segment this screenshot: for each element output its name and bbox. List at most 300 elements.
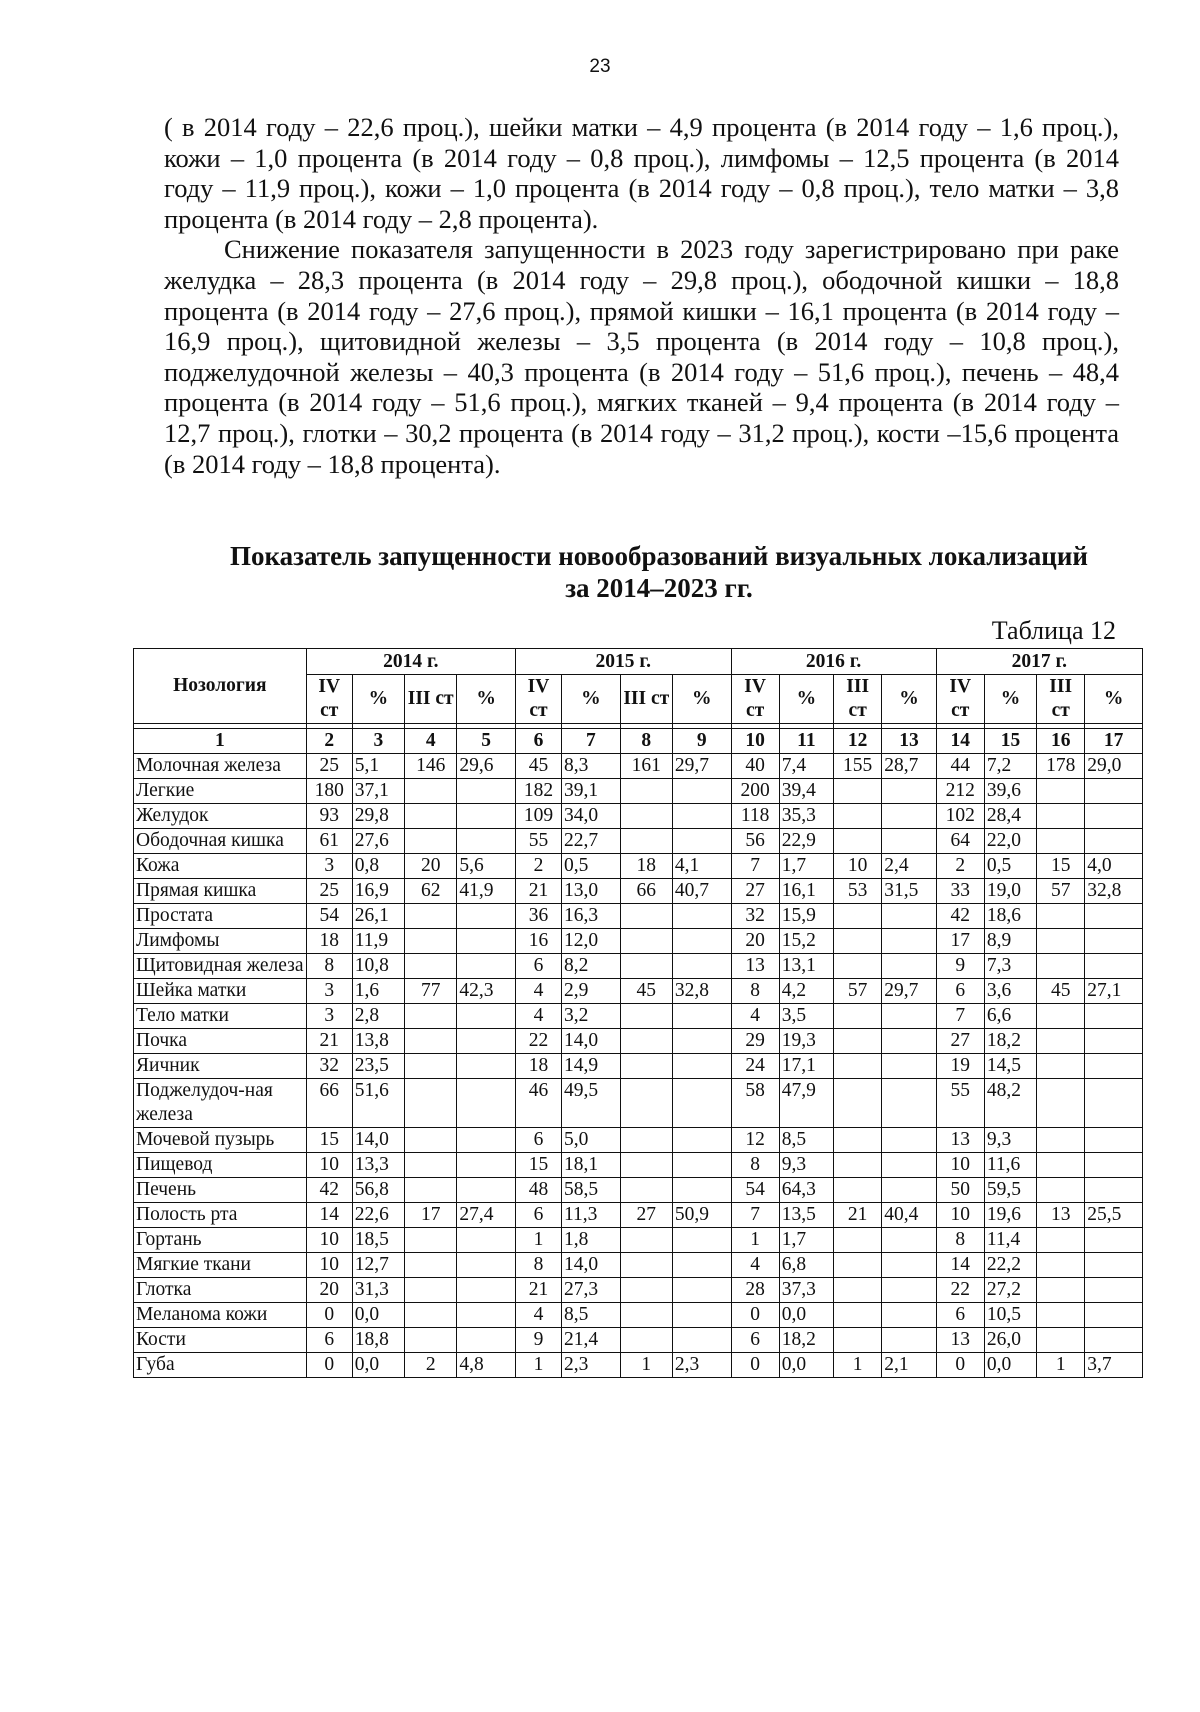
count-cell: 6 (731, 1328, 779, 1353)
count-cell: 10 (306, 1228, 352, 1253)
percent-cell (672, 1054, 731, 1079)
count-cell: 56 (731, 829, 779, 854)
count-cell (1037, 954, 1085, 979)
percent-cell: 29,7 (672, 754, 731, 779)
percent-cell (457, 954, 516, 979)
percent-cell (457, 1153, 516, 1178)
table-title-line-2: за 2014–2023 гг. (565, 573, 753, 603)
nosology-cell: Простата (134, 904, 307, 929)
table-row (134, 904, 1143, 929)
percent-cell: 7,3 (984, 954, 1036, 979)
percent-cell (672, 829, 731, 854)
sub-header-cell: IV ст (515, 675, 561, 724)
count-cell: 53 (834, 879, 882, 904)
count-cell (1037, 1228, 1085, 1253)
percent-cell (882, 1054, 936, 1079)
count-cell (834, 1079, 882, 1128)
percent-cell (672, 929, 731, 954)
percent-cell: 32,8 (1085, 879, 1143, 904)
count-cell (834, 929, 882, 954)
count-cell: 20 (405, 854, 457, 879)
percent-cell: 51,6 (352, 1079, 404, 1128)
count-cell: 10 (834, 854, 882, 879)
count-cell: 4 (515, 979, 561, 1004)
body-text (164, 112, 1119, 479)
percent-cell (1085, 1128, 1143, 1153)
percent-cell: 0,5 (984, 854, 1036, 879)
percent-cell: 8,3 (562, 754, 621, 779)
column-number-cell: 11 (779, 729, 833, 754)
count-cell: 12 (731, 1128, 779, 1153)
count-cell: 8 (731, 1153, 779, 1178)
column-number-cell: 1 (134, 729, 307, 754)
count-cell: 0 (731, 1303, 779, 1328)
count-cell (620, 804, 672, 829)
count-cell: 22 (515, 1029, 561, 1054)
column-number-cell: 3 (352, 729, 404, 754)
percent-cell: 0,0 (352, 1303, 404, 1328)
percent-cell: 0,8 (352, 854, 404, 879)
percent-cell: 18,6 (984, 904, 1036, 929)
count-cell (1037, 1328, 1085, 1353)
count-cell (1037, 1178, 1085, 1203)
count-cell: 20 (306, 1278, 352, 1303)
percent-cell: 13,1 (779, 954, 833, 979)
percent-cell (672, 779, 731, 804)
percent-cell (672, 1278, 731, 1303)
percent-cell: 4,2 (779, 979, 833, 1004)
percent-cell (882, 804, 936, 829)
percent-cell (1085, 1228, 1143, 1253)
percent-cell (882, 1178, 936, 1203)
count-cell (834, 1278, 882, 1303)
percent-cell: 29,8 (352, 804, 404, 829)
percent-cell (882, 1004, 936, 1029)
percent-cell: 8,2 (562, 954, 621, 979)
percent-cell (457, 1178, 516, 1203)
percent-cell: 35,3 (779, 804, 833, 829)
count-cell: 77 (405, 979, 457, 1004)
count-cell: 13 (936, 1128, 984, 1153)
count-cell: 180 (306, 779, 352, 804)
nosology-cell: Мягкие ткани (134, 1253, 307, 1278)
count-cell: 7 (936, 1004, 984, 1029)
nosology-cell: Губа (134, 1353, 307, 1378)
nosology-cell: Печень (134, 1178, 307, 1203)
header-year-2015: 2015 г. (515, 649, 731, 675)
count-cell: 10 (936, 1203, 984, 1228)
percent-cell (672, 1253, 731, 1278)
percent-cell (457, 779, 516, 804)
paragraph-decrease: Снижение показателя запущенности в 2023 году зарегистрировано при раке желудка – 28,3 процента (в 2014 году – 29,8 проц.), ободочной кишки – 18,8 процента (в 2014 году – 27,6 проц.), прямой кишки – 16,1 процента (в 2014 году – 16,9 проц.), щитовидной железы – 3,5 процента (в 2014 году – 10,8 проц.), поджелудочной железы – 40,3 процента (в 2014 году – 51,6 проц.), печень – 48,4 процента (в 2014 году – 51,6 проц.), мягких тканей – 9,4 процента (в 2014 году – 12,7 проц.), глотки – 30,2 процента (в 2014 году – 31,2 проц.), кости –15,6 процента (в 2014 году – 18,8 процента). (164, 234, 1119, 479)
percent-cell: 11,9 (352, 929, 404, 954)
percent-cell (1085, 1303, 1143, 1328)
sub-header-cell: % (984, 675, 1036, 724)
count-cell: 10 (936, 1153, 984, 1178)
count-cell: 61 (306, 829, 352, 854)
sub-header-cell: III ст (834, 675, 882, 724)
header-nosology: Нозология (134, 649, 307, 724)
percent-cell (1085, 1153, 1143, 1178)
count-cell: 146 (405, 754, 457, 779)
percent-cell: 5,0 (562, 1128, 621, 1153)
count-cell (1037, 804, 1085, 829)
count-cell (620, 954, 672, 979)
count-cell: 200 (731, 779, 779, 804)
count-cell (405, 1328, 457, 1353)
count-cell (405, 804, 457, 829)
table-row (134, 1153, 1143, 1178)
nosology-cell: Гортань (134, 1228, 307, 1253)
percent-cell: 49,5 (562, 1079, 621, 1128)
percent-cell (672, 1153, 731, 1178)
count-cell: 155 (834, 754, 882, 779)
table-title (164, 540, 1154, 604)
percent-cell (1085, 829, 1143, 854)
table-row (134, 1203, 1143, 1228)
percent-cell (882, 1228, 936, 1253)
percent-cell: 26,1 (352, 904, 404, 929)
nosology-cell: Глотка (134, 1278, 307, 1303)
percent-cell: 31,5 (882, 879, 936, 904)
table-row (134, 1228, 1143, 1253)
percent-cell: 19,3 (779, 1029, 833, 1054)
percent-cell: 1,7 (779, 854, 833, 879)
count-cell: 36 (515, 904, 561, 929)
percent-cell: 27,6 (352, 829, 404, 854)
percent-cell (672, 954, 731, 979)
count-cell (834, 829, 882, 854)
nosology-cell: Пищевод (134, 1153, 307, 1178)
count-cell (834, 1253, 882, 1278)
percent-cell (457, 1004, 516, 1029)
table-row (134, 1029, 1143, 1054)
count-cell: 2 (515, 854, 561, 879)
count-cell: 6 (515, 954, 561, 979)
percent-cell: 27,3 (562, 1278, 621, 1303)
count-cell: 1 (834, 1353, 882, 1378)
percent-cell (1085, 1178, 1143, 1203)
count-cell: 64 (936, 829, 984, 854)
percent-cell (1085, 1253, 1143, 1278)
count-cell: 3 (306, 854, 352, 879)
percent-cell: 13,3 (352, 1153, 404, 1178)
count-cell (1037, 1153, 1085, 1178)
table-body (134, 724, 1143, 1378)
count-cell: 212 (936, 779, 984, 804)
table-row (134, 1278, 1143, 1303)
count-cell (1037, 1128, 1085, 1153)
count-cell (405, 904, 457, 929)
percent-cell: 14,9 (562, 1054, 621, 1079)
sub-header-cell: % (352, 675, 404, 724)
percent-cell (1085, 1004, 1143, 1029)
count-cell (620, 1079, 672, 1128)
header-year-2017: 2017 г. (936, 649, 1142, 675)
percent-cell (1085, 804, 1143, 829)
percent-cell: 4,8 (457, 1353, 516, 1378)
count-cell (834, 904, 882, 929)
count-cell (834, 1128, 882, 1153)
table-row (134, 929, 1143, 954)
percent-cell: 18,1 (562, 1153, 621, 1178)
percent-cell: 1,6 (352, 979, 404, 1004)
count-cell (1037, 1278, 1085, 1303)
percent-cell: 5,1 (352, 754, 404, 779)
percent-cell: 34,0 (562, 804, 621, 829)
count-cell: 8 (306, 954, 352, 979)
count-cell: 178 (1037, 754, 1085, 779)
percent-cell: 17,1 (779, 1054, 833, 1079)
count-cell: 161 (620, 754, 672, 779)
percent-cell: 22,2 (984, 1253, 1036, 1278)
percent-cell (457, 1228, 516, 1253)
percent-cell: 3,6 (984, 979, 1036, 1004)
count-cell: 10 (306, 1253, 352, 1278)
count-cell: 58 (731, 1079, 779, 1128)
count-cell (834, 1054, 882, 1079)
count-cell: 54 (306, 904, 352, 929)
count-cell: 21 (306, 1029, 352, 1054)
percent-cell (672, 1128, 731, 1153)
sub-header-cell: % (562, 675, 621, 724)
percent-cell: 9,3 (779, 1153, 833, 1178)
count-cell: 17 (936, 929, 984, 954)
percent-cell (1085, 954, 1143, 979)
table-row (134, 754, 1143, 779)
count-cell (1037, 779, 1085, 804)
percent-cell: 19,6 (984, 1203, 1036, 1228)
count-cell: 6 (936, 1303, 984, 1328)
count-cell (620, 1328, 672, 1353)
table-title-line-1: Показатель запущенности новообразований визуальных локализаций (230, 541, 1088, 571)
percent-cell: 27,1 (1085, 979, 1143, 1004)
sub-header-cell: % (457, 675, 516, 724)
count-cell: 32 (306, 1054, 352, 1079)
count-cell (405, 954, 457, 979)
count-cell: 0 (731, 1353, 779, 1378)
count-cell: 18 (620, 854, 672, 879)
percent-cell: 27,4 (457, 1203, 516, 1228)
count-cell (620, 1054, 672, 1079)
percent-cell: 3,7 (1085, 1353, 1143, 1378)
column-number-cell: 2 (306, 729, 352, 754)
percent-cell: 42,3 (457, 979, 516, 1004)
percent-cell: 25,5 (1085, 1203, 1143, 1228)
percent-cell: 18,5 (352, 1228, 404, 1253)
count-cell: 45 (1037, 979, 1085, 1004)
nosology-cell: Кожа (134, 854, 307, 879)
nosology-cell: Лимфомы (134, 929, 307, 954)
count-cell: 0 (936, 1353, 984, 1378)
percent-cell: 16,9 (352, 879, 404, 904)
count-cell (620, 929, 672, 954)
column-number-cell: 6 (515, 729, 561, 754)
percent-cell (672, 904, 731, 929)
count-cell: 48 (515, 1178, 561, 1203)
percent-cell (672, 1004, 731, 1029)
percent-cell: 6,8 (779, 1253, 833, 1278)
count-cell: 118 (731, 804, 779, 829)
count-cell: 8 (936, 1228, 984, 1253)
count-cell: 14 (936, 1253, 984, 1278)
sub-header-cell: III ст (1037, 675, 1085, 724)
percent-cell: 12,7 (352, 1253, 404, 1278)
percent-cell (457, 1278, 516, 1303)
count-cell: 44 (936, 754, 984, 779)
percent-cell: 2,3 (562, 1353, 621, 1378)
count-cell (405, 1079, 457, 1128)
percent-cell: 22,6 (352, 1203, 404, 1228)
count-cell (620, 829, 672, 854)
percent-cell: 2,9 (562, 979, 621, 1004)
column-number-cell: 10 (731, 729, 779, 754)
count-cell: 19 (936, 1054, 984, 1079)
count-cell (834, 779, 882, 804)
count-cell: 13 (1037, 1203, 1085, 1228)
count-cell: 55 (515, 829, 561, 854)
percent-cell (457, 1054, 516, 1079)
count-cell: 27 (936, 1029, 984, 1054)
count-cell (620, 1278, 672, 1303)
count-cell: 13 (731, 954, 779, 979)
count-cell: 42 (306, 1178, 352, 1203)
percent-cell (457, 804, 516, 829)
nosology-cell: Желудок (134, 804, 307, 829)
column-number-cell: 5 (457, 729, 516, 754)
nosology-cell: Ободочная кишка (134, 829, 307, 854)
percent-cell: 41,9 (457, 879, 516, 904)
percent-cell: 19,0 (984, 879, 1036, 904)
percent-cell: 47,9 (779, 1079, 833, 1128)
count-cell: 10 (306, 1153, 352, 1178)
count-cell (405, 1278, 457, 1303)
count-cell: 57 (1037, 879, 1085, 904)
percent-cell: 37,3 (779, 1278, 833, 1303)
count-cell: 66 (620, 879, 672, 904)
count-cell (620, 1228, 672, 1253)
percent-cell: 12,0 (562, 929, 621, 954)
percent-cell (1085, 1278, 1143, 1303)
percent-cell (882, 1328, 936, 1353)
count-cell: 21 (834, 1203, 882, 1228)
column-number-cell: 15 (984, 729, 1036, 754)
percent-cell: 4,1 (672, 854, 731, 879)
percent-cell: 2,8 (352, 1004, 404, 1029)
percent-cell (457, 1128, 516, 1153)
percent-cell: 14,5 (984, 1054, 1036, 1079)
count-cell: 20 (731, 929, 779, 954)
count-cell: 1 (620, 1353, 672, 1378)
count-cell: 62 (405, 879, 457, 904)
neglect-rate-table (133, 648, 1143, 1378)
count-cell: 2 (405, 1353, 457, 1378)
percent-cell: 31,3 (352, 1278, 404, 1303)
count-cell: 24 (731, 1054, 779, 1079)
count-cell: 15 (1037, 854, 1085, 879)
table-row (134, 1079, 1143, 1128)
percent-cell: 2,3 (672, 1353, 731, 1378)
count-cell (620, 904, 672, 929)
percent-cell (882, 1253, 936, 1278)
percent-cell (1085, 904, 1143, 929)
percent-cell: 0,0 (779, 1353, 833, 1378)
count-cell (834, 1328, 882, 1353)
count-cell: 109 (515, 804, 561, 829)
count-cell: 3 (306, 979, 352, 1004)
count-cell: 182 (515, 779, 561, 804)
percent-cell: 28,7 (882, 754, 936, 779)
percent-cell: 13,8 (352, 1029, 404, 1054)
nosology-cell: Яичник (134, 1054, 307, 1079)
count-cell (1037, 929, 1085, 954)
sub-header-cell: IV ст (731, 675, 779, 724)
count-cell: 66 (306, 1079, 352, 1128)
count-cell (1037, 1054, 1085, 1079)
table-number: Таблица 12 (991, 616, 1116, 645)
column-number-row (134, 729, 1143, 754)
percent-cell (672, 1178, 731, 1203)
column-number-cell: 12 (834, 729, 882, 754)
percent-cell (672, 1303, 731, 1328)
percent-cell: 32,8 (672, 979, 731, 1004)
table-row (134, 779, 1143, 804)
percent-cell: 23,5 (352, 1054, 404, 1079)
sub-header-cell: IV ст (936, 675, 984, 724)
table-row (134, 829, 1143, 854)
count-cell: 50 (936, 1178, 984, 1203)
table-row (134, 979, 1143, 1004)
count-cell (834, 1153, 882, 1178)
percent-cell (882, 1303, 936, 1328)
percent-cell: 40,7 (672, 879, 731, 904)
percent-cell (672, 1228, 731, 1253)
percent-cell (457, 1253, 516, 1278)
percent-cell (672, 1079, 731, 1128)
count-cell (834, 1178, 882, 1203)
percent-cell (672, 1328, 731, 1353)
percent-cell (1085, 779, 1143, 804)
count-cell: 13 (936, 1328, 984, 1353)
count-cell (620, 1178, 672, 1203)
percent-cell: 59,5 (984, 1178, 1036, 1203)
percent-cell: 18,2 (779, 1328, 833, 1353)
count-cell: 40 (731, 754, 779, 779)
percent-cell: 14,0 (562, 1029, 621, 1054)
percent-cell (1085, 1079, 1143, 1128)
count-cell: 33 (936, 879, 984, 904)
count-cell: 93 (306, 804, 352, 829)
count-cell: 29 (731, 1029, 779, 1054)
count-cell: 32 (731, 904, 779, 929)
percent-cell: 16,3 (562, 904, 621, 929)
count-cell: 45 (620, 979, 672, 1004)
count-cell (405, 1054, 457, 1079)
percent-cell (1085, 1054, 1143, 1079)
table-row (134, 1178, 1143, 1203)
percent-cell: 13,5 (779, 1203, 833, 1228)
count-cell: 9 (936, 954, 984, 979)
percent-cell (457, 1328, 516, 1353)
count-cell: 45 (515, 754, 561, 779)
percent-cell: 8,5 (562, 1303, 621, 1328)
count-cell: 16 (515, 929, 561, 954)
percent-cell (1085, 1029, 1143, 1054)
count-cell (1037, 1253, 1085, 1278)
column-number-cell: 17 (1085, 729, 1143, 754)
table-row (134, 1054, 1143, 1079)
count-cell: 1 (515, 1228, 561, 1253)
